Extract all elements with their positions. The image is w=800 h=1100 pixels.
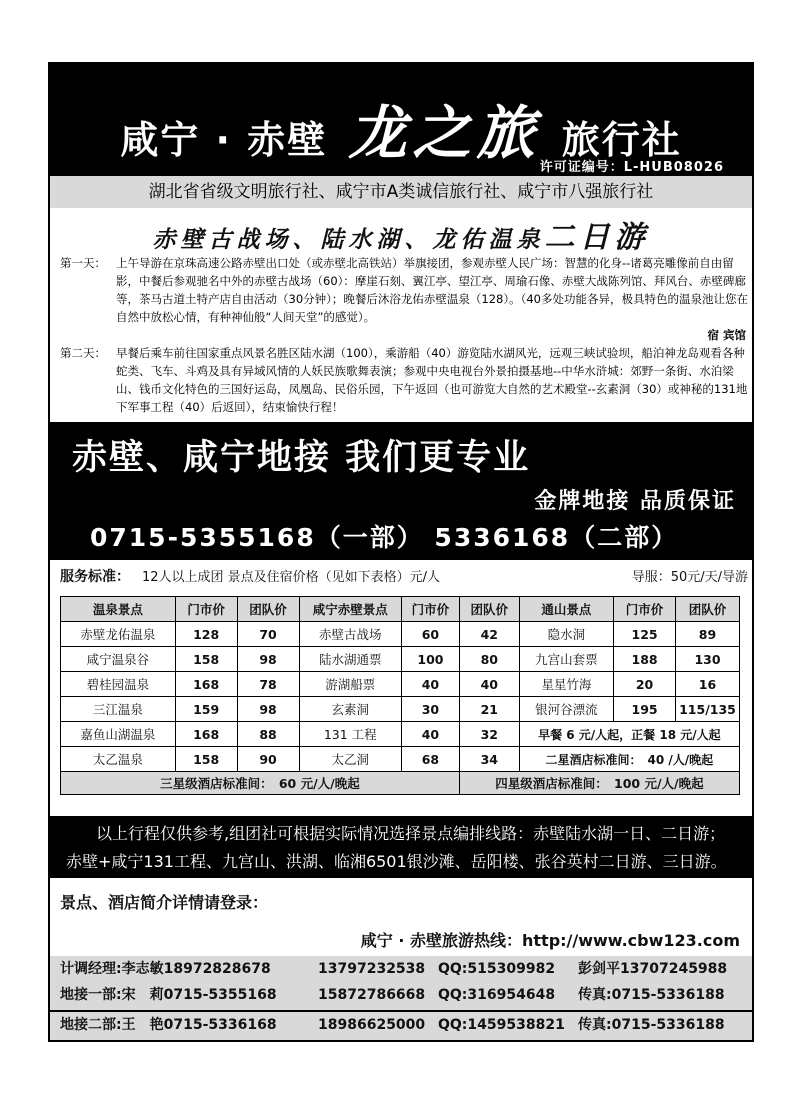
contact-mobile: 13797232538 — [318, 961, 426, 977]
table-cell: 125 — [614, 622, 676, 647]
table-cell: 隐水洞 — [519, 622, 613, 647]
contact-qq: QQ:515309982 — [438, 961, 556, 977]
contact-name-phone: 地接一部:宋 莉0715-5355168 — [60, 987, 277, 1003]
contact-row — [50, 982, 752, 1008]
table-cell: 玄素洞 — [299, 697, 402, 722]
table-header-row — [61, 597, 740, 622]
day-text: 早餐后乘车前往国家重点风景名胜区陆水湖（100），乘游船（40）游览陆水湖风光，远观三峡试验坝，船泊神龙岛观看各种蛇类、飞车、斗鸡及具有异域风情的人妖民族歌舞表演；参观中央电视台外景拍摄基地--中华水浒城：郊野一条街、水泊梁山、钱币文化特色的三国好运岛，凤凰岛、民俗乐园，下午返回（也可游览大自然的艺术殿堂--玄素洞（30）或神秘的131地下军事工程（40）后返回），结束愉快行程！ — [116, 346, 748, 414]
table-cell: 88 — [237, 722, 299, 747]
table-cell: 30 — [402, 697, 460, 722]
itinerary-day-2 — [60, 344, 750, 416]
table-cell: 游湖船票 — [299, 672, 402, 697]
contacts-block — [50, 956, 752, 1012]
table-cell: 130 — [676, 647, 740, 672]
route-note-line-2: 赤壁+咸宁131工程、九宫山、洪湖、临湘6501银沙滩、岳阳楼、张谷英村二日游、三日游。 — [66, 852, 727, 871]
contact-fax: 传真:0715-5336188 — [578, 987, 725, 1003]
itinerary-day-1 — [60, 254, 750, 326]
table-row — [61, 747, 740, 772]
table-cell: 168 — [175, 722, 237, 747]
table-cell: 131 工程 — [299, 722, 402, 747]
day-text: 上午导游在京珠高速公路赤壁出口处（或赤壁北高铁站）举旗接团，参观赤壁人民广场：智慧的化身--诸葛亮雕像前自由留影，中餐后参观驰名中外的赤壁古战场（60）：摩崖石刻、翼江亭、望江亭、周瑜石像、赤壁大战陈列馆、拜风台、赤壁碑廊等，茶马古道土特产店自由活动（30分钟）；晚餐后沐浴龙佑赤壁温泉（128）。（40多处功能各异，极具特色的温泉池让您在自然中放松心情，有种神仙般“人间天堂”的感觉）。 — [116, 256, 748, 324]
table-cell: 98 — [237, 697, 299, 722]
table-cell: 42 — [459, 622, 519, 647]
meal-price: 早餐 6 元/人起，正餐 18 元/人起 — [519, 722, 739, 747]
table-cell: 80 — [459, 647, 519, 672]
two-star-hotel-price: 二星酒店标准间： 40 /人/晚起 — [519, 747, 739, 772]
four-star-hotel-price: 四星级酒店标准间： 100 元/人/晚起 — [459, 772, 739, 795]
table-cell: 100 — [402, 647, 460, 672]
table-cell: 32 — [459, 722, 519, 747]
contact-mobile: 15872786668 — [318, 987, 426, 1003]
table-cell: 40 — [402, 672, 460, 697]
table-cell: 158 — [175, 647, 237, 672]
service-standard — [60, 566, 748, 586]
table-cell: 159 — [175, 697, 237, 722]
website-hotline[interactable]: 咸宁 · 赤壁旅游热线：http://www.cbw123.com — [360, 931, 740, 950]
col-header: 团队价 — [237, 597, 299, 622]
table-cell: 128 — [175, 622, 237, 647]
table-row — [61, 672, 740, 697]
col-header: 门市价 — [402, 597, 460, 622]
contact-row — [50, 956, 752, 982]
advertisement-flyer — [48, 62, 754, 1012]
col-header: 团队价 — [676, 597, 740, 622]
table-cell: 咸宁温泉谷 — [61, 647, 176, 672]
contacts-last-row-box — [48, 1012, 754, 1042]
table-cell: 68 — [402, 747, 460, 772]
contact-name-phone: 计调经理:李志敏18972828678 — [60, 961, 271, 977]
table-cell: 188 — [614, 647, 676, 672]
contact-extra: 彭剑平13707245988 — [578, 961, 728, 977]
col-header: 团队价 — [459, 597, 519, 622]
table-cell: 195 — [614, 697, 676, 722]
table-cell: 98 — [237, 647, 299, 672]
table-cell: 陆水湖通票 — [299, 647, 402, 672]
table-cell: 赤壁古战场 — [299, 622, 402, 647]
slogan-main: 赤壁、咸宁地接 我们更专业 — [72, 438, 531, 478]
table-cell: 40 — [459, 672, 519, 697]
table-cell: 赤壁龙佑温泉 — [61, 622, 176, 647]
table-cell: 20 — [614, 672, 676, 697]
col-header: 通山景点 — [519, 597, 613, 622]
table-row — [61, 697, 740, 722]
license-number: 许可证编号：L-HUB08026 — [539, 160, 724, 175]
table-cell: 太乙洞 — [299, 747, 402, 772]
col-header: 门市价 — [175, 597, 237, 622]
table-cell: 89 — [676, 622, 740, 647]
brand-suffix: 旅行社 — [561, 118, 682, 162]
brand-main: 龙之旅 — [348, 99, 541, 167]
day-label: 第二天： — [60, 346, 106, 360]
hotel-note: 宿 宾馆 — [707, 328, 746, 342]
contact-name-phone: 地接二部:王 艳0715-5336168 — [60, 1017, 277, 1033]
col-header: 咸宁赤壁景点 — [299, 597, 402, 622]
table-cell: 60 — [402, 622, 460, 647]
route-note — [50, 816, 752, 878]
three-star-hotel-price: 三星级酒店标准间： 60 元/人/晚起 — [61, 772, 460, 795]
brand-prefix: 咸宁 · 赤壁 — [120, 118, 328, 162]
table-cell: 银河谷漂流 — [519, 697, 613, 722]
tour-title-main: 赤壁古战场、陆水湖、龙佑温泉 — [152, 226, 545, 253]
header-banner — [50, 64, 752, 176]
contact-qq: QQ:1459538821 — [438, 1017, 565, 1033]
table-cell: 嘉鱼山湖温泉 — [61, 722, 176, 747]
table-cell: 78 — [237, 672, 299, 697]
service-label: 服务标准： — [60, 569, 130, 585]
col-header: 门市价 — [614, 597, 676, 622]
contact-row — [50, 1012, 752, 1038]
contact-mobile: 18986625000 — [318, 1017, 426, 1033]
table-cell: 碧桂园温泉 — [61, 672, 176, 697]
table-cell: 115/135 — [676, 697, 740, 722]
price-table — [60, 596, 740, 795]
phone-numbers: 0715-5355168（一部） 5336168（二部） — [90, 523, 679, 552]
table-row — [61, 722, 740, 747]
visit-prompt: 景点、酒店简介详情请登录： — [60, 893, 269, 912]
table-cell: 星星竹海 — [519, 672, 613, 697]
route-note-line-1: 以上行程仅供参考,组团社可根据实际情况选择景点编排线路：赤壁陆水湖一日、二日游； — [96, 824, 726, 843]
slogan-sub: 金牌地接 品质保证 — [534, 489, 736, 514]
table-cell: 70 — [237, 622, 299, 647]
table-cell: 三江温泉 — [61, 697, 176, 722]
table-cell: 90 — [237, 747, 299, 772]
itinerary — [60, 254, 750, 416]
tour-title — [50, 212, 752, 256]
table-row — [61, 647, 740, 672]
table-cell: 34 — [459, 747, 519, 772]
service-text: 12人以上成团 景点及住宿价格（见如下表格）元/人 — [142, 570, 441, 585]
tour-title-tail: 二日游 — [544, 220, 650, 255]
table-row — [61, 622, 740, 647]
table-cell: 太乙温泉 — [61, 747, 176, 772]
contact-qq: QQ:316954648 — [438, 987, 556, 1003]
honors-strip: 湖北省省级文明旅行社、咸宁市A类诚信旅行社、咸宁市八强旅行社 — [50, 176, 752, 208]
col-header: 温泉景点 — [61, 597, 176, 622]
table-cell: 40 — [402, 722, 460, 747]
slogan-banner — [50, 422, 752, 560]
table-cell: 九宫山套票 — [519, 647, 613, 672]
day-label: 第一天： — [60, 256, 106, 270]
hotel-price-row — [61, 772, 740, 795]
guide-fee: 导服：50元/天/导游 — [631, 570, 748, 585]
table-cell: 16 — [676, 672, 740, 697]
contact-fax: 传真:0715-5336188 — [578, 1017, 725, 1033]
table-cell: 158 — [175, 747, 237, 772]
table-cell: 21 — [459, 697, 519, 722]
table-cell: 168 — [175, 672, 237, 697]
